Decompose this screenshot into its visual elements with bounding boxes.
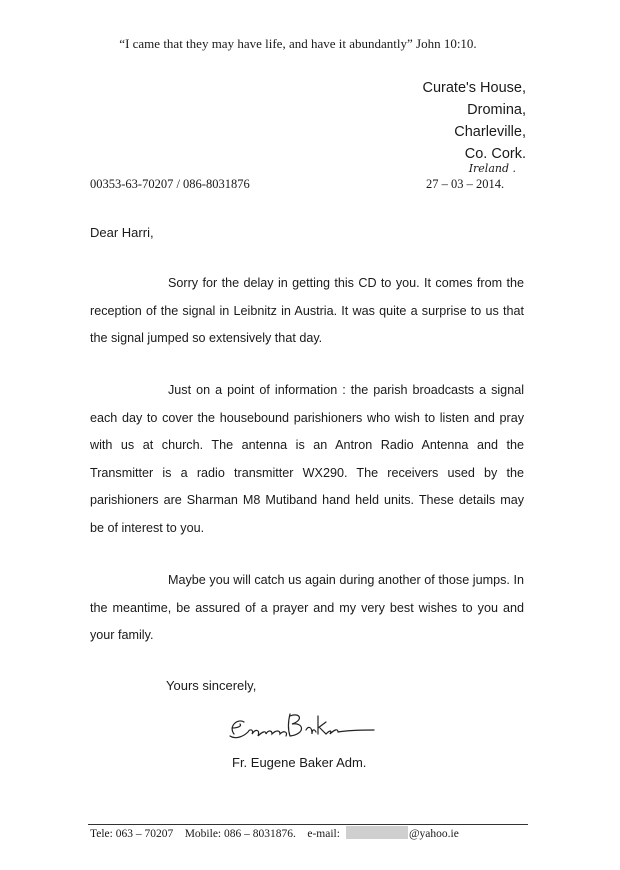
letter-date: 27 – 03 – 2014. <box>426 177 505 191</box>
footer-mobile: Mobile: 086 – 8031876. <box>184 828 296 840</box>
paragraph-3: Maybe you will catch us again during another of those jumps. In the meantime, be assured of a prayer and my very best wishes to you and your family. <box>90 573 524 643</box>
address-line: Dromina, <box>467 102 526 118</box>
footer-tel: Tele: 063 – 70207 <box>90 828 174 840</box>
footer-email-label: e-mail: <box>307 828 340 840</box>
footer-divider <box>88 824 528 825</box>
phone-numbers: 00353-63-70207 / 086-8031876 <box>90 177 250 191</box>
address-line: Curate's House, <box>422 80 526 96</box>
closing: Yours sincerely, <box>166 678 257 693</box>
paragraph-2: Just on a point of information : the parish broadcasts a signal each day to cover the housebound parishioners who wish to listen and pray with us at church. The antenna is an Antron Radio Antenna and the Transmitter is a radio transmitter WX290. The receivers used by the parishioners are Sharman M8 Mutiband hand held units. These details may be of interest to you. <box>90 383 524 535</box>
sender-address <box>422 77 526 175</box>
salutation: Dear Harri, <box>90 225 154 240</box>
signatory-name: Fr. Eugene Baker Adm. <box>232 755 367 770</box>
address-line: Charleville, <box>454 124 526 140</box>
address-line: Co. Cork. <box>464 146 526 162</box>
redacted-email-block <box>346 826 408 839</box>
footer-contact <box>90 826 459 840</box>
handwritten-signature <box>226 706 376 746</box>
footer-email-domain: @yahoo.ie <box>408 828 459 840</box>
handwritten-country: Ireland . <box>468 162 516 175</box>
paragraph-1: Sorry for the delay in getting this CD to you. It comes from the reception of the signal in Leibnitz in Austria. It was quite a surprise to us that the signal jumped so extensively that day. <box>90 276 524 346</box>
bible-quote: “I came that they may have life, and have it abundantly” John 10:10. <box>119 36 477 51</box>
